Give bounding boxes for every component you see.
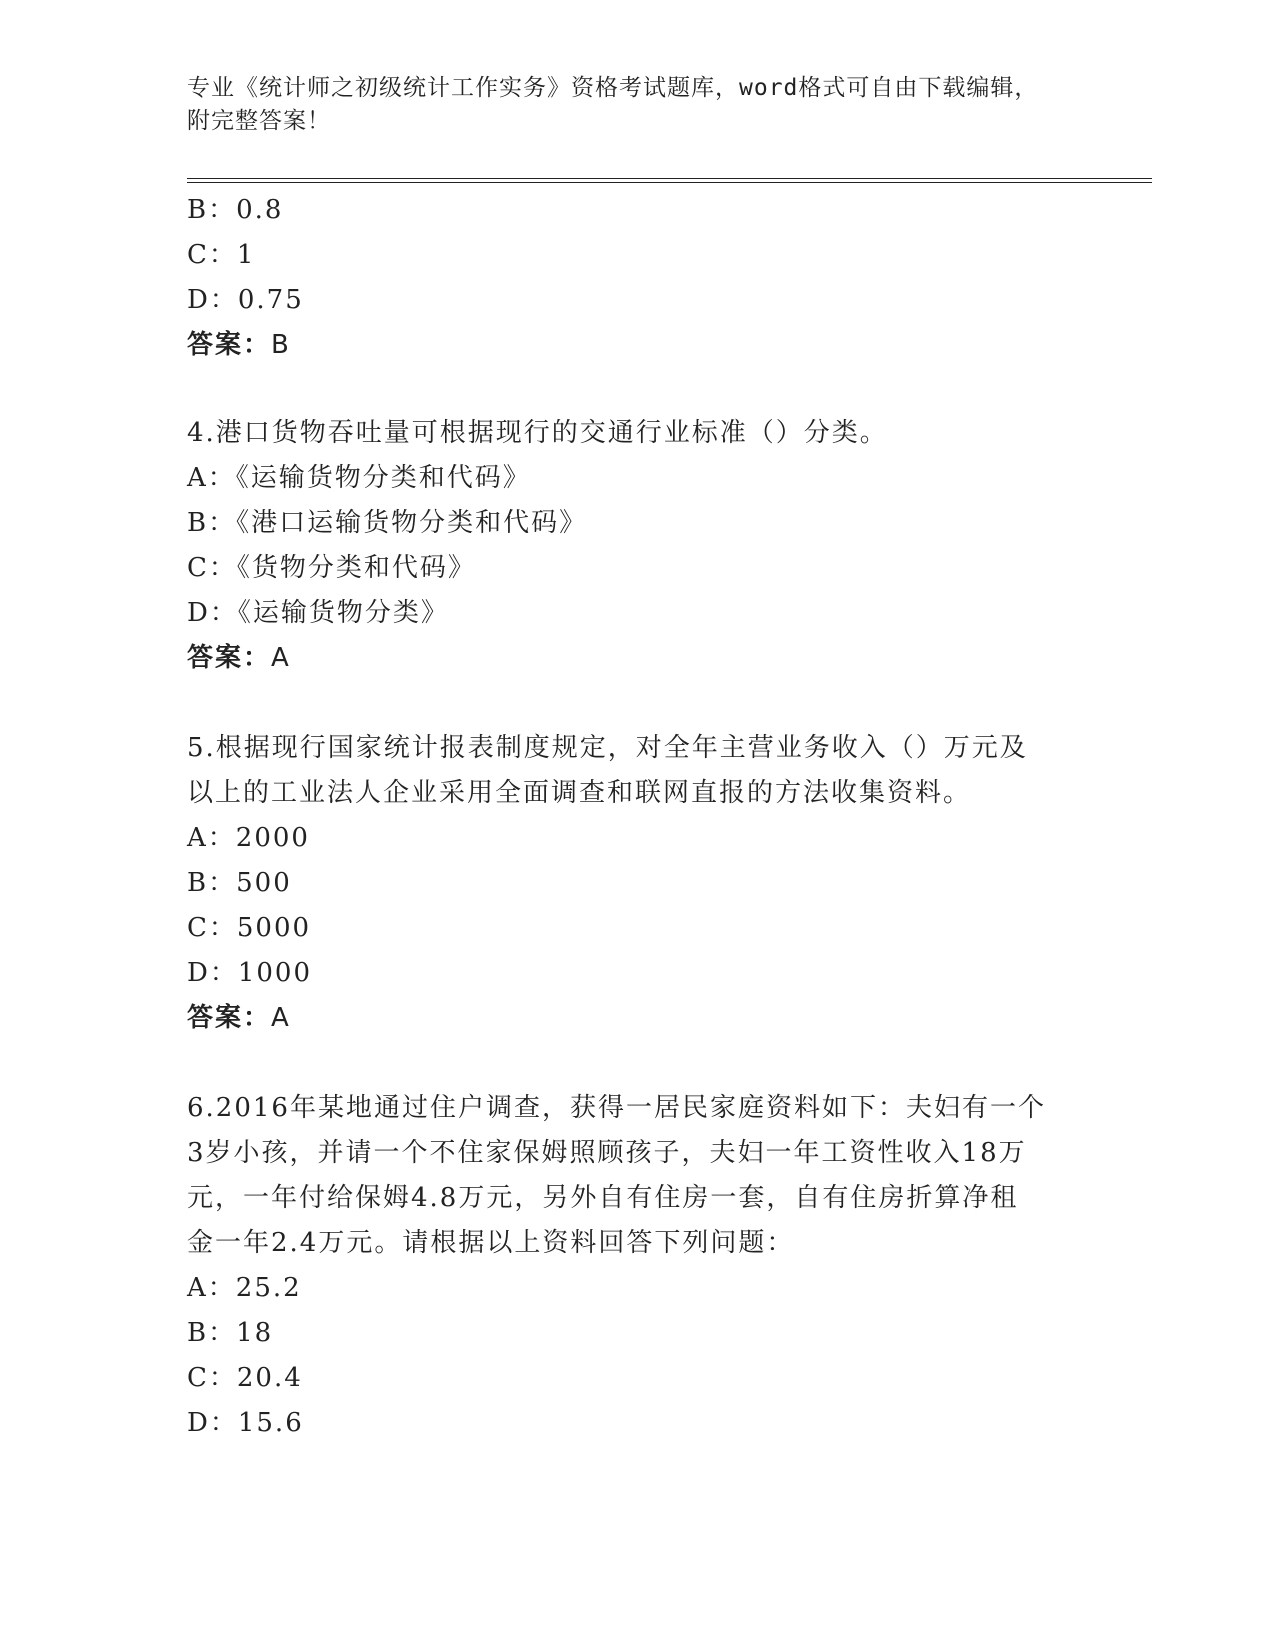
header-line-1: 专业《统计师之初级统计工作实务》资格考试题库，word格式可自由下载编辑， — [187, 75, 1039, 101]
q4-option-d: D：《运输货物分类》 — [187, 598, 449, 628]
header-divider-bottom — [187, 182, 1152, 183]
q5-stem-line-2: 以上的工业法人企业采用全面调查和联网直报的方法收集资料。 — [187, 778, 972, 808]
q5-option-c: C：5000 — [187, 913, 312, 943]
q6-option-c: C：20.4 — [187, 1363, 303, 1393]
document-header — [187, 72, 1087, 138]
q4-option-a: A：《运输货物分类和代码》 — [187, 463, 531, 493]
q4-answer-label: 答案： — [187, 643, 272, 673]
q3-option-c: C：1 — [187, 240, 256, 270]
q3-answer-value: B — [271, 330, 291, 360]
q5-answer-label: 答案： — [187, 1003, 272, 1033]
q4-answer-value: A — [271, 643, 291, 673]
q3-answer — [187, 330, 291, 360]
q6-stem-line-2: 3岁小孩，并请一个不住家保姆照顾孩子，夫妇一年工资性收入18万 — [187, 1138, 1027, 1168]
q4-stem: 4.港口货物吞吐量可根据现行的交通行业标准（）分类。 — [187, 418, 888, 448]
q4-answer — [187, 643, 291, 673]
q6-stem-line-3: 元，一年付给保姆4.8万元，另外自有住房一套，自有住房折算净租 — [187, 1183, 1019, 1213]
header-line-2: 附完整答案！ — [187, 108, 331, 134]
q5-answer-value: A — [271, 1003, 291, 1033]
q5-answer — [187, 1003, 291, 1033]
q5-option-d: D：1000 — [187, 958, 313, 988]
q5-option-a: A：2000 — [187, 823, 310, 853]
header-divider-top — [187, 178, 1152, 179]
q3-option-d: D：0.75 — [187, 285, 304, 315]
q3-answer-label: 答案： — [187, 330, 272, 360]
q6-stem-line-4: 金一年2.4万元。请根据以上资料回答下列问题： — [187, 1228, 795, 1258]
q5-stem-line-1: 5.根据现行国家统计报表制度规定，对全年主营业务收入（）万元及 — [187, 733, 1028, 763]
q4-option-b: B：《港口运输货物分类和代码》 — [187, 508, 588, 538]
q5-option-b: B：500 — [187, 868, 292, 898]
q4-option-c: C：《货物分类和代码》 — [187, 553, 476, 583]
q3-option-b: B：0.8 — [187, 195, 284, 225]
q6-option-b: B：18 — [187, 1318, 274, 1348]
q6-option-a: A：25.2 — [187, 1273, 302, 1303]
q6-stem-line-1: 6.2016年某地通过住户调查，获得一居民家庭资料如下：夫妇有一个 — [187, 1093, 1046, 1123]
q6-option-d: D：15.6 — [187, 1408, 304, 1438]
